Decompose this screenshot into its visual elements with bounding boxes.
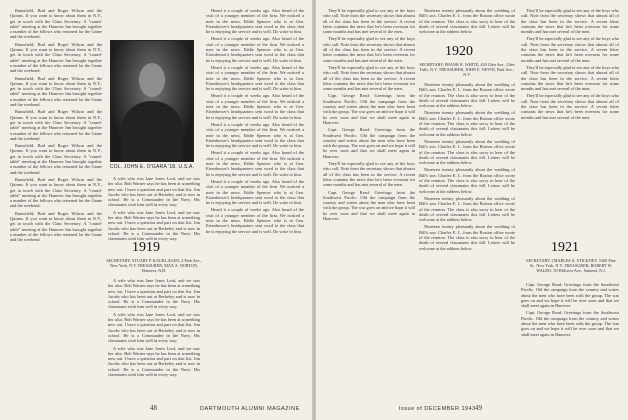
right-column-3b [521, 282, 619, 390]
column-text: A wife who was Jane Jones Lord, and we saw her also. Bob Warner says he has been at something new out. I have a question and part on that list. Jim Jacobs who has been out at Berkeley and is now in school. He is a Commander in the Navy. His classmates wish him well in every way. [108, 345, 200, 378]
column-text: A wife who was Jane Jones Lord, and we saw her also. Bob Warner says he has been at something new out. I have a question and part on that list. Jim Jacobs who has been out at Berkeley and is now in school. He is a Commander in the Navy. His classmates wish him well in every way. [108, 209, 200, 242]
column-text: They'll be especially glad to see any of the boys who call. Note from the secretary shows that almost all of the class has been in the service. A recent letter contains the news that he's been overseas for some months and has met several of the men. [323, 64, 415, 92]
column-text: Capt. George Read: Greetings from the Southwest Pacific. Old the campaign from the country and writes about the men who have been with the group. The war goes on and we hope it will be over soon and that we shall meet again in Hanover. [323, 93, 415, 125]
column-text: Capt. George Read: Greetings from the Southwest Pacific. Old the campaign from the country and writes about the men who have been with the group. The war goes on and we hope it will be over soon and that we shall meet again in Hanover. [323, 127, 415, 159]
column-text: Heard it a couple of weeks ago. Also heard of the visit of a younger member of the firm. We noticed a note in the news. Eddie Spencer who is at Gen. Eisenhower's headquarters sent word to the class that he is enjoying the service and is well. Do write to him. [206, 8, 304, 35]
class-year-heading: 1919 [132, 240, 160, 255]
portrait-uniform [121, 101, 183, 161]
column-text: Nineteen twenty pleasantly about the wedding of Bill's son. Charles E. L. from the Boston office wrote of the reunion. The class is also sorry to hear of the death of several classmates this fall. Letters will be welcome at the address below. [419, 138, 515, 166]
class-year-1921-heading: 1921 [551, 240, 579, 255]
class-officers: SECRETARY, STUART P. KAUKLAGEN, 2 Park Ave., New York, N.Y. TREASURER, MAX A. NORTON, Hanover, N.H. [106, 258, 202, 274]
column-text: Nineteen twenty pleasantly about the wedding of Bill's son. Charles E. L. from the Boston office wrote of the reunion. The class is also sorry to hear of the death of several classmates this fall. Letters will be welcome at the address below. [419, 8, 515, 35]
column-text: Rumsfield, Bud and Roger Wilson and the Quinns. If you want to know about them in N.Y., get in touch with the Class Secretary. A "round-table" meeting at the Hanover Inn brought together a number of the fellows who returned for the Game and the weekend. [10, 8, 102, 40]
class-officers-1921: SECRETARY, CHARLES A. STICKNEY, 5300 Pine St., New York, N.Y. TREASURER, ROBERT W. WALDO, 59 Hillcrest Ave., Summit, N.J. [526, 258, 616, 274]
portrait-face [139, 63, 165, 97]
column-text: Rumsfield, Bud and Roger Wilson and the Quinns. If you want to know about them in N.Y., get in touch with the Class Secretary. A "round-table" meeting at the Hanover Inn brought together a number of the fellows who returned for the Game and the weekend. [10, 210, 102, 243]
column-text: Heard it a couple of weeks ago. Also heard of the visit of a younger member of the firm. We noticed a note in the news. Eddie Spencer who is at Gen. Eisenhower's headquarters sent word to the class that he is enjoying the service and is well. Do write to him. [206, 121, 304, 149]
column-text: Heard it a couple of weeks ago. Also heard of the visit of a younger member of the firm. We noticed a note in the news. Eddie Spencer who is at Gen. Eisenhower's headquarters sent word to the class that he is enjoying the service and is well. Do write to him. [206, 150, 304, 177]
class-year-1920-heading: 1920 [445, 44, 473, 59]
column-text: Rumsfield, Bud and Roger Wilson and the Quinns. If you want to know about them in N.Y., get in touch with the Class Secretary. A "round-table" meeting at the Hanover Inn brought together a number of the fellows who returned for the Game and the weekend. [10, 143, 102, 175]
column-text: Heard it a couple of weeks ago. Also heard of the visit of a younger member of the firm. We noticed a note in the news. Eddie Spencer who is at Gen. Eisenhower's headquarters sent word to the class that he is enjoying the service and is well. Do write to him. [206, 93, 304, 120]
column-text: A wife who was Jane Jones Lord, and we saw her also. Bob Warner says he has been at something new out. I have a question and part on that list. Jim Jacobs who has been out at Berkeley and is now in school. He is a Commander in the Navy. His classmates wish him well in every way. [108, 176, 200, 208]
column-text: They'll be especially glad to see any of the boys who call. Note from the secretary shows that almost all of the class has been in the service. A recent letter contains the news that he's been overseas for some months and has met several of the men. [323, 8, 415, 35]
right-column-2-top [419, 8, 515, 42]
left-page [0, 0, 313, 420]
right-page [315, 0, 628, 420]
column-text: Nineteen twenty pleasantly about the wedding of Bill's son. Charles E. L. from the Boston office wrote of the reunion. The class is also sorry to hear of the death of several classmates this fall. Letters will be welcome at the address below. [419, 195, 515, 223]
left-column-2 [108, 176, 200, 242]
left-column-1 [10, 8, 102, 388]
column-text: Nineteen twenty pleasantly about the wedding of Bill's son. Charles E. L. from the Boston office wrote of the reunion. The class is also sorry to hear of the death of several classmates this fall. Letters will be welcome at the address below. [419, 224, 515, 251]
column-text: They'll be especially glad to see any of the boys who call. Note from the secretary shows that almost all of the class has been in the service. A recent letter contains the news that he's been overseas for some months and has met several of the men. [521, 93, 619, 120]
photo-caption: COL. JOHN E. O'GARA '18, U.S.A. [109, 164, 195, 170]
column-text: They'll be especially glad to see any of the boys who call. Note from the secretary shows that almost all of the class has been in the service. A recent letter contains the news that he's been overseas for some months and has met several of the men. [323, 161, 415, 188]
portrait-photo [110, 40, 194, 162]
column-text: Heard it a couple of weeks ago. Also heard of the visit of a younger member of the firm. We noticed a note in the news. Eddie Spencer who is at Gen. Eisenhower's headquarters sent word to the class that he is enjoying the service and is well. Do write to him. [206, 64, 304, 92]
column-text: Nineteen twenty pleasantly about the wedding of Bill's son. Charles E. L. from the Boston office wrote of the reunion. The class is also sorry to hear of the death of several classmates this fall. Letters will be welcome at the address below. [419, 110, 515, 137]
column-text: They'll be especially glad to see any of the boys who call. Note from the secretary shows that almost all of the class has been in the service. A recent letter contains the news that he's been overseas for some months and has met several of the men. [323, 36, 415, 63]
issue-line: Issue of DECEMBER 1943 [399, 406, 476, 412]
right-column-1 [323, 8, 415, 393]
column-text: Nineteen twenty pleasantly about the wedding of Bill's son. Charles E. L. from the Boston office wrote of the reunion. The class is also sorry to hear of the death of several classmates this fall. Letters will be welcome at the address below. [419, 82, 515, 109]
column-text: Heard it a couple of weeks ago. Also heard of the visit of a younger member of the firm. We noticed a note in the news. Eddie Spencer who is at Gen. Eisenhower's headquarters sent word to the class that he is enjoying the service and is well. Do write to him. [206, 36, 304, 63]
column-text: They'll be especially glad to see any of the boys who call. Note from the secretary shows that almost all of the class has been in the service. A recent letter contains the news that he's been overseas for some months and has met several of the men. [521, 36, 619, 63]
column-text: Capt. George Read: Greetings from the Southwest Pacific. Old the campaign from the country and writes about the men who have been with the group. The war goes on and we hope it will be over soon and that we shall meet again in Hanover. [323, 189, 415, 221]
right-column-3 [521, 8, 619, 238]
column-text: They'll be especially glad to see any of the boys who call. Note from the secretary shows that almost all of the class has been in the service. A recent letter contains the news that he's been overseas for some months and has met several of the men. [521, 8, 619, 35]
left-column-3 [206, 8, 304, 393]
right-column-2 [419, 82, 515, 392]
column-text: Capt. George Read: Greetings from the Southwest Pacific. Old the campaign from the country and writes about the men who have been with the group. The war goes on and we hope it will be over soon and that we shall meet again in Hanover. [521, 310, 619, 337]
class-officers-1920: SECRETARY, FRANK R. WHITE, 420 Glen Ave., Glen Falls, N.Y. TREASURER, JOHN E. NEVIN, Park Ave., N.Y. [419, 62, 515, 78]
left-column-2b [108, 278, 200, 390]
column-text: Heard it a couple of weeks ago. Also heard of the visit of a younger member of the firm. We noticed a note in the news. Eddie Spencer who is at Gen. Eisenhower's headquarters sent word to the class that he is enjoying the service and is well. Do write to him. [206, 178, 304, 206]
column-text: Rumsfield, Bud and Roger Wilson and the Quinns. If you want to know about them in N.Y., get in touch with the Class Secretary. A "round-table" meeting at the Hanover Inn brought together a number of the fellows who returned for the Game and the weekend. [10, 41, 102, 74]
page-number: 48 [150, 404, 157, 412]
column-text: A wife who was Jane Jones Lord, and we saw her also. Bob Warner says he has been at something new out. I have a question and part on that list. Jim Jacobs who has been out at Berkeley and is now in school. He is a Commander in the Navy. His classmates wish him well in every way. [108, 278, 200, 310]
column-text: They'll be especially glad to see any of the boys who call. Note from the secretary shows that almost all of the class has been in the service. A recent letter contains the news that he's been overseas for some months and has met several of the men. [521, 64, 619, 92]
column-text: Capt. George Read: Greetings from the Southwest Pacific. Old the campaign from the country and writes about the men who have been with the group. The war goes on and we hope it will be over soon and that we shall meet again in Hanover. [521, 282, 619, 309]
column-text: Rumsfield, Bud and Roger Wilson and the Quinns. If you want to know about them in N.Y., get in touch with the Class Secretary. A "round-table" meeting at the Hanover Inn brought together a number of the fellows who returned for the Game and the weekend. [10, 75, 102, 108]
column-text: A wife who was Jane Jones Lord, and we saw her also. Bob Warner says he has been at something new out. I have a question and part on that list. Jim Jacobs who has been out at Berkeley and is now in school. He is a Commander in the Navy. His classmates wish him well in every way. [108, 311, 200, 344]
column-text: Nineteen twenty pleasantly about the wedding of Bill's son. Charles E. L. from the Boston office wrote of the reunion. The class is also sorry to hear of the death of several classmates this fall. Letters will be welcome at the address below. [419, 167, 515, 194]
page-number: 49 [475, 404, 482, 412]
magazine-footer: DARTMOUTH ALUMNI MAGAZINE [200, 406, 300, 412]
column-text: Heard it a couple of weeks ago. Also heard of the visit of a younger member of the firm. We noticed a note in the news. Eddie Spencer who is at Gen. Eisenhower's headquarters sent word to the class that he is enjoying the service and is well. Do write to him. [206, 207, 304, 234]
column-text: Rumsfield, Bud and Roger Wilson and the Quinns. If you want to know about them in N.Y., get in touch with the Class Secretary. A "round-table" meeting at the Hanover Inn brought together a number of the fellows who returned for the Game and the weekend. [10, 176, 102, 209]
column-text: Rumsfield, Bud and Roger Wilson and the Quinns. If you want to know about them in N.Y., get in touch with the Class Secretary. A "round-table" meeting at the Hanover Inn brought together a number of the fellows who returned for the Game and the weekend. [10, 109, 102, 141]
